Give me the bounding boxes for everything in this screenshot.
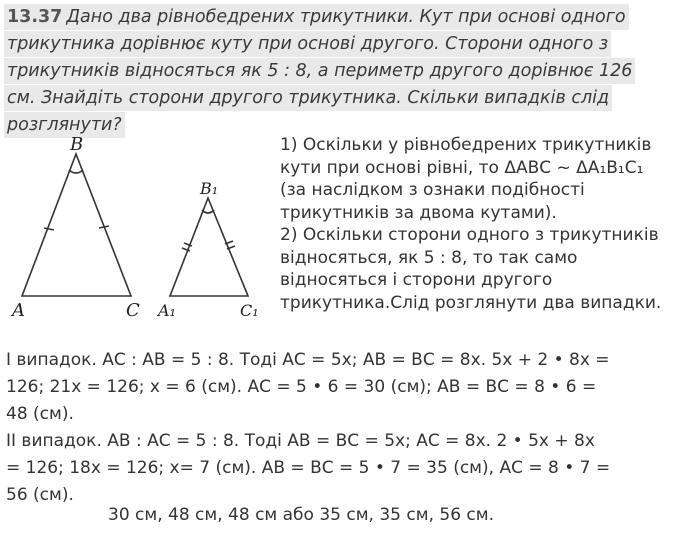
final-answer: 30 см, 48 см, 48 см або 35 см, 35 см, 56 см. [108,505,494,525]
solution-line: відносяться і сторони другого [280,270,553,290]
problem-line: см. Знайдіть сторони другого трикутника. Скільки випадків слід [4,85,612,111]
solution-line: 2) Оскільки сторони одного з трикутників [280,225,659,245]
solution-steps [280,134,690,314]
triangle-abc [22,154,131,296]
solution-line: трикутника.Слід розглянути два випадки. [280,292,662,313]
case-line: II випадок. АВ : АС = 5 : 8. Тоді АВ = ВС = 5х; АС = 8х. 2 • 5х + 8х [6,431,595,451]
problem-line: трикутників відносяться як 5 : 8, а периметр другого дорівнює 126 [4,58,635,84]
solution-line: відносяться, як 5 : 8, то так само [280,247,578,268]
label-b1: B₁ [200,179,219,198]
problem-number: 13.37 [7,7,63,27]
solution-line: трикутників за двома кутами). [280,202,557,223]
case-line: І випадок. АС : АВ = 5 : 8. Тоді АС = 5х; АВ = ВС = 8х. 5х + 2 • 8х = [6,350,610,370]
label-b: B [70,134,84,155]
triangle-a1b1c1 [170,198,248,296]
problem-line: трикутника дорівнює куту при основі другого. Сторони одного з [4,31,611,57]
solution-line: 1) Оскільки у рівнобедрених трикутників [280,135,652,155]
label-a1: A₁ [158,301,176,320]
solution-cases [6,347,692,509]
solution-line: (за наслідком з ознаки подібності [280,180,585,200]
solution-line: кути при основі рівні, то ΔАВС ~ ΔA₁B₁C₁ [280,157,644,178]
case-line: = 126; 18х = 126; х= 7 (см). АВ = ВС = 5 • 7 = 35 (см), АС = 8 • 7 = [6,458,611,478]
case-line: 48 (см). [6,404,74,424]
problem-line: розглянути? [4,112,125,138]
label-a: A [12,300,25,321]
triangles-figure [0,130,275,330]
case-line: 126; 21х = 126; х = 6 (см). АС = 5 • 6 = 30 (см); АВ = ВС = 8 • 6 = [6,377,597,397]
problem-statement [4,4,684,139]
label-c1: C₁ [240,301,259,320]
label-c: C [126,300,140,321]
problem-line: 13.37 Дано два рівнобедрених трикутники. Кут при основі одного [4,4,629,30]
case-line: 56 (см). [6,485,74,505]
